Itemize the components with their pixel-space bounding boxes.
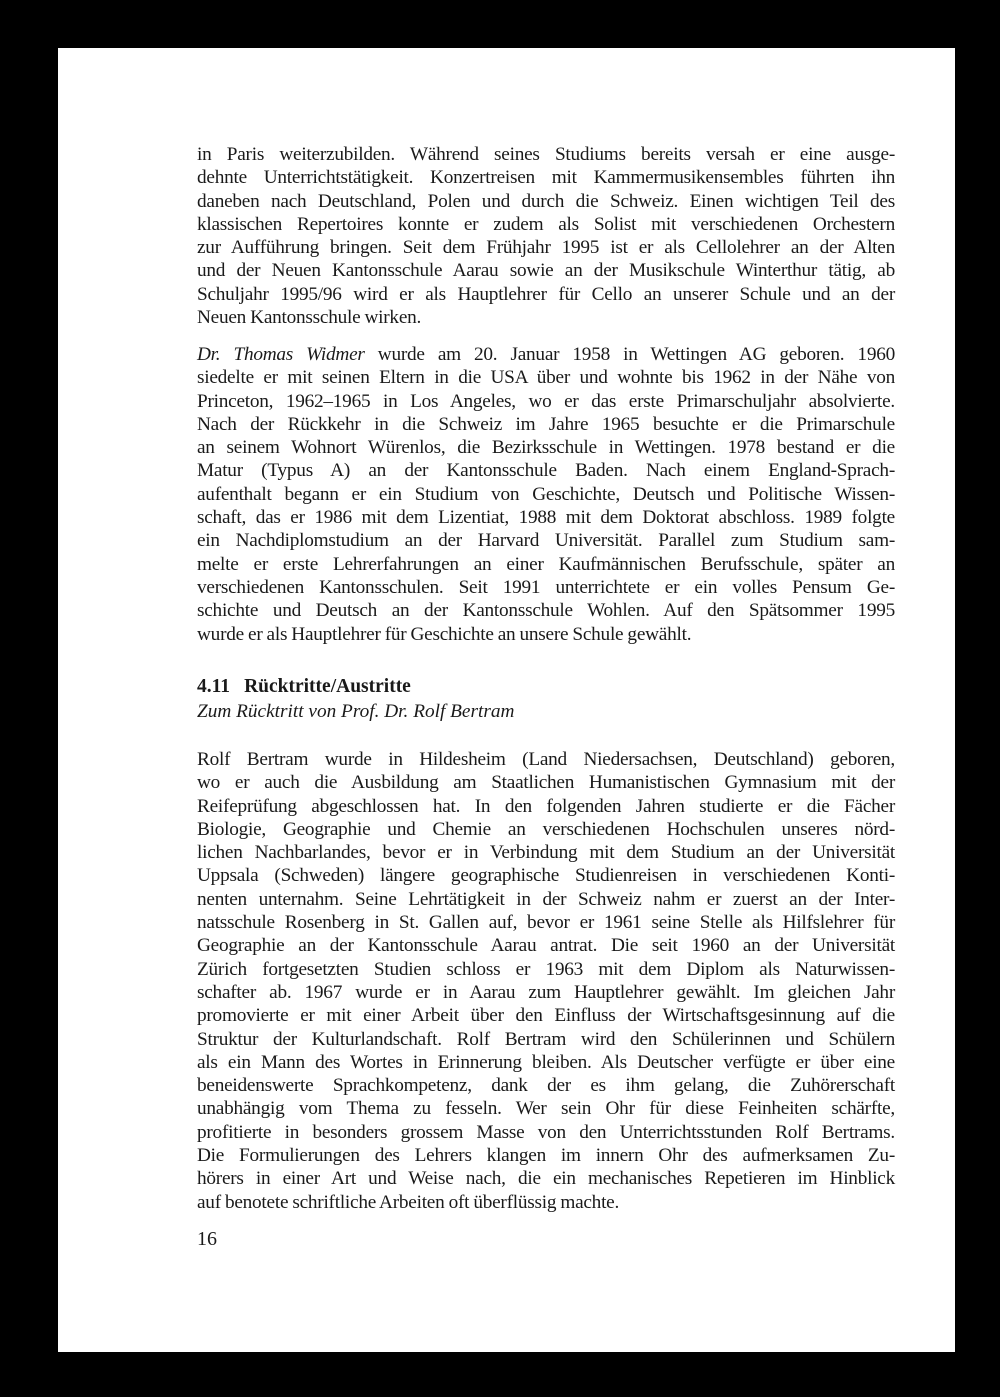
document-page	[58, 48, 955, 1352]
text-line: Uppsala (Schweden) längere geographische Studienreisen in verschiedenen Konti-	[197, 865, 895, 887]
text-line: Dr. Thomas Widmer wurde am 20. Januar 1958 in Wettingen AG geboren. 1960	[197, 344, 895, 365]
text-line: in Paris weiterzubilden. Während seines Studiums bereits versah er eine ausge-	[197, 144, 895, 165]
text-line: lichen Nachbarlandes, bevor er in Verbindung mit dem Studium an der Universität	[197, 842, 895, 864]
text-line: als ein Mann des Wortes in Erinnerung bleiben. Als Deutscher verfügte er über eine	[197, 1051, 895, 1073]
text-line: hörers in einer Art und Weise nach, die ein mechanisches Repetieren im Hinblick	[197, 1168, 895, 1190]
text-line: Princeton, 1962–1965 in Los Angeles, wo er das erste Primarschuljahr absolvierte.	[197, 390, 895, 412]
text-line: zur Aufführung bringen. Seit dem Frühjahr 1995 ist er als Cellolehrer an der Alten	[197, 237, 895, 259]
text-line: und der Neuen Kantonsschule Aarau sowie an der Musikschule Winterthur tätig, ab	[197, 260, 895, 282]
text-line: Geographie an der Kantonsschule Aarau antrat. Die seit 1960 an der Universität	[197, 935, 895, 957]
text-line: Zürich fortgesetzten Studien schloss er 1963 mit dem Diplom als Naturwissen-	[197, 958, 895, 980]
text-line: klassischen Repertoires konnte er zudem als Solist mit verschiedenen Orchestern	[197, 213, 895, 235]
text-line: Struktur der Kulturlandschaft. Rolf Bertram wird den Schülerinnen und Schülern	[197, 1028, 895, 1050]
text-line: an seinem Wohnort Würenlos, die Bezirksschule in Wettingen. 1978 bestand er die	[197, 437, 895, 459]
text-line: beneidenswerte Sprachkompetenz, dank der es ihm gelang, die Zuhörerschaft	[197, 1075, 895, 1097]
page-number: 16	[197, 1228, 217, 1250]
text-line: unabhängig vom Thema zu fesseln. Wer sein Ohr für diese Feinheiten schärfte,	[197, 1098, 895, 1120]
text-line: Neuen Kantonsschule wirken.	[197, 307, 422, 329]
text-line: wo er auch die Ausbildung am Staatlichen Humanistischen Gymnasium mit der	[197, 772, 895, 794]
text-line: Biologie, Geographie und Chemie an verschiedenen Hochschulen unseres nörd-	[197, 818, 895, 840]
paragraph-rolf-bertram	[197, 748, 895, 1214]
text-line: Die Formulierungen des Lehrers klangen im innern Ohr des aufmerksamen Zu-	[197, 1145, 895, 1167]
text-line: daneben nach Deutschland, Polen und durch die Schweiz. Einen wichtigen Teil des	[197, 190, 895, 212]
text-line: nenten unternahm. Seine Lehrtätigkeit in der Schweiz nahm er zuerst an der Inter-	[197, 888, 895, 910]
text-line: ein Nachdiplomstudium an der Harvard Universität. Parallel zum Studium sam-	[197, 530, 895, 552]
section-heading	[197, 676, 411, 698]
text-line: wurde er als Hauptlehrer für Geschichte an unsere Schule gewählt.	[197, 623, 692, 645]
text-line: promovierte er mit einer Arbeit über den Einfluss der Wirtschaftsgesinnung auf die	[197, 1005, 895, 1027]
paragraph-cello-teacher	[197, 143, 895, 329]
text-line: schaft, das er 1986 mit dem Lizentiat, 1988 mit dem Doktorat abschloss. 1989 folgte	[197, 507, 895, 529]
text-line: profitierte in besonders grossem Masse von den Unterrichtsstunden Rolf Bertrams.	[197, 1121, 895, 1143]
text-line: verschiedenen Kantonsschulen. Seit 1991 unterrichtete er ein volles Pensum Ge-	[197, 576, 895, 598]
text-line: auf benotete schriftliche Arbeiten oft überflüssig machte.	[197, 1191, 620, 1213]
text-line: Reifeprüfung abgeschlossen hat. In den folgenden Jahren studierte er die Fächer	[197, 795, 895, 817]
text-line: Schuljahr 1995/96 wird er als Hauptlehrer für Cello an unserer Schule und an der	[197, 283, 895, 305]
subheading: Zum Rücktritt von Prof. Dr. Rolf Bertram	[197, 701, 515, 722]
text-line: siedelte er mit seinen Eltern in die USA über und wohnte bis 1962 in der Nähe von	[197, 367, 895, 389]
text-line: natsschule Rosenberg in St. Gallen auf, bevor er 1961 seine Stelle als Hilfslehrer für	[197, 912, 895, 934]
text-line: Matur (Typus A) an der Kantonsschule Baden. Nach einem England-Sprach-	[197, 460, 895, 482]
text-line: Rolf Bertram wurde in Hildesheim (Land Niedersachsen, Deutschland) geboren,	[197, 749, 895, 770]
section-number: 4.11	[197, 676, 231, 697]
text-line: melte er erste Lehrerfahrungen an einer Kaufmännischen Berufsschule, später an	[197, 553, 895, 575]
text-line: aufenthalt begann er ein Studium von Geschichte, Deutsch und Politische Wissen-	[197, 483, 895, 505]
text-line: schichte und Deutsch an der Kantonsschule Wohlen. Auf den Spätsommer 1995	[197, 600, 895, 622]
person-name: Dr. Thomas Widmer	[197, 344, 365, 365]
text-line: Nach der Rückkehr in die Schweiz im Jahre 1965 besuchte er die Primarschule	[197, 413, 895, 435]
text-line: schafter ab. 1967 wurde er in Aarau zum Hauptlehrer gewählt. Im gleichen Jahr	[197, 981, 895, 1003]
paragraph-thomas-widmer	[197, 343, 895, 646]
section-title: Rücktritte/Austritte	[244, 676, 411, 697]
text-line: dehnte Unterrichtstätigkeit. Konzertreisen mit Kammermusikensembles führten ihn	[197, 167, 895, 189]
